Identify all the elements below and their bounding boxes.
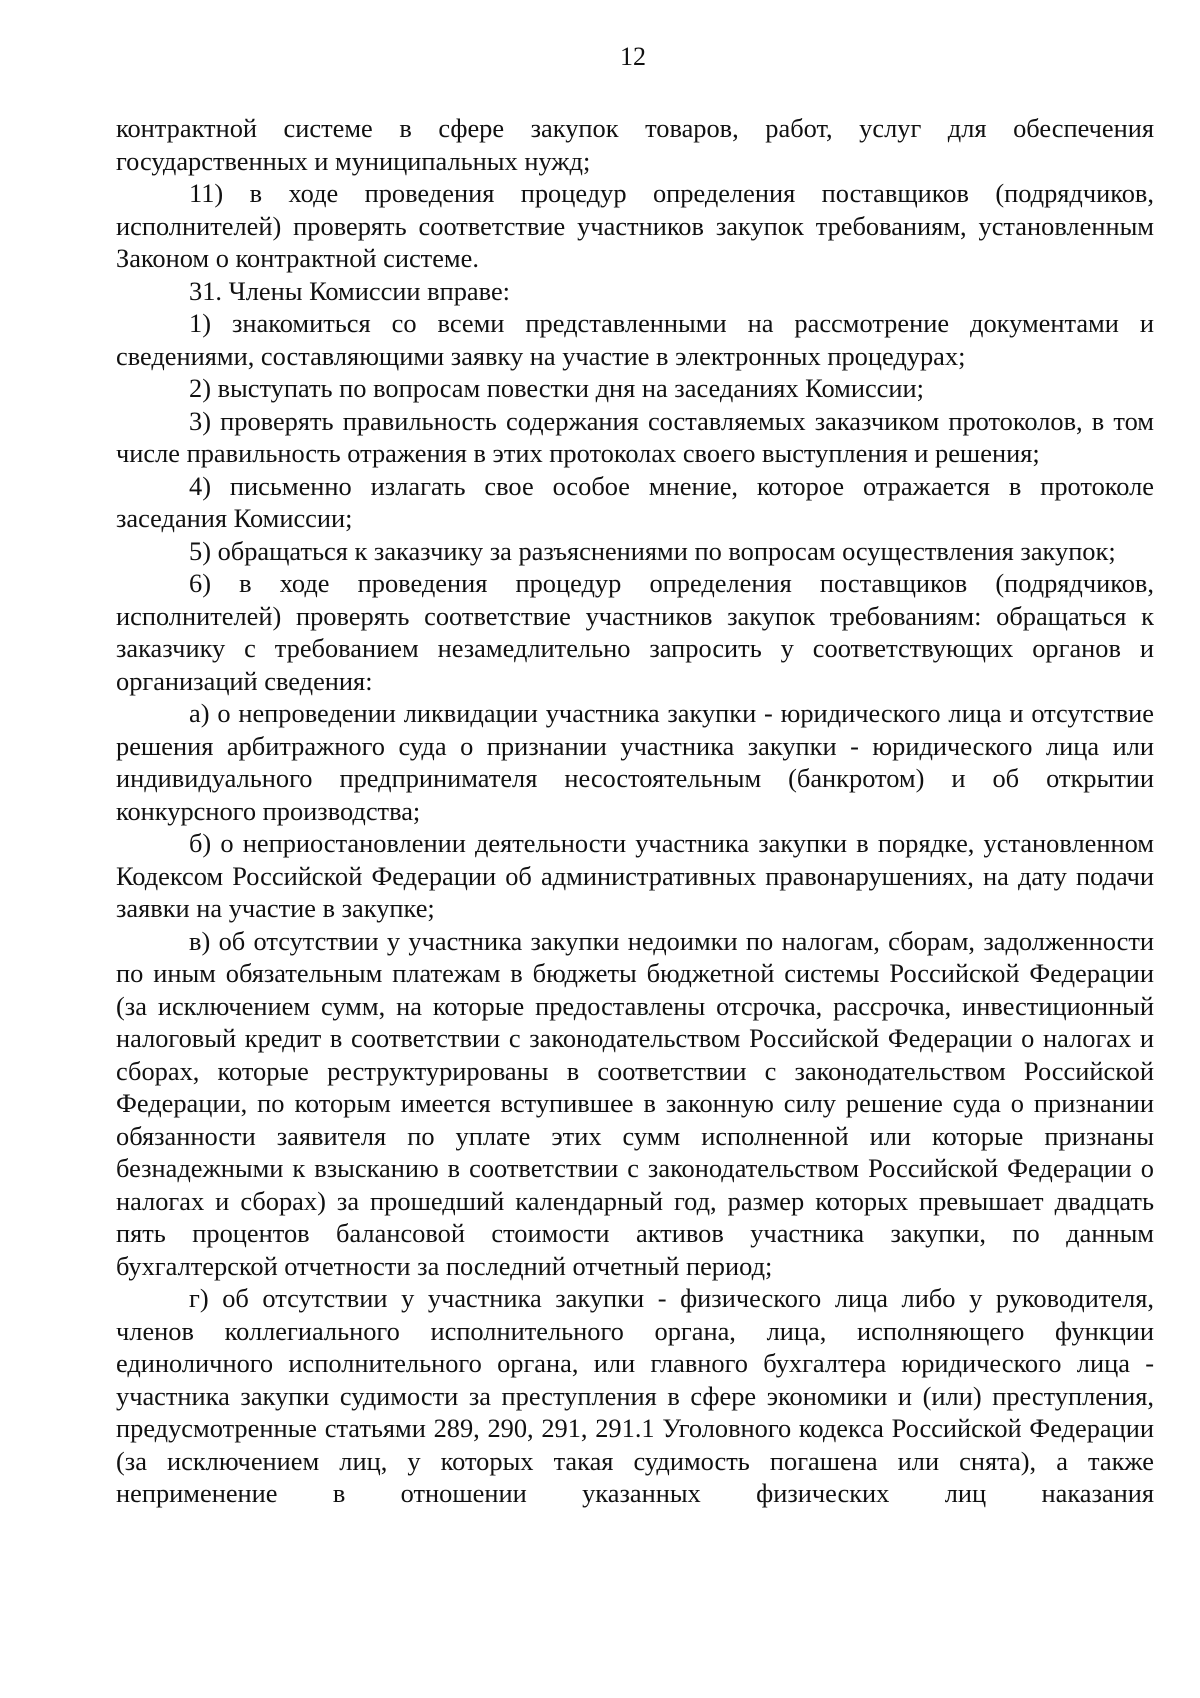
paragraph-item-5: 5) обращаться к заказчику за разъяснениями по вопросам осуществления закупок; bbox=[189, 535, 1116, 566]
paragraph-item-2: 2) выступать по вопросам повестки дня на заседаниях Комиссии; bbox=[189, 373, 924, 403]
paragraph-section-31: 31. Члены Комиссии вправе: bbox=[189, 275, 510, 306]
paragraph-item-6: 6) в ходе проведения процедур определения поставщиков (подрядчиков, исполнителей) проверять соответствие участников закупок требованиям: обращаться к заказчику с требованием незамедлительно запросить у соответствующих органов и организаций сведения: bbox=[116, 568, 1154, 696]
paragraph-item-1: 1) знакомиться со всеми представленными на рассмотрение документами и сведениями, составляющими заявку на участие в электронных процедурах; bbox=[116, 308, 1154, 371]
paragraph-subitem-b: б) о неприостановлении деятельности участника закупки в порядке, установленном Кодексом Российской Федерации об административных правонарушениях, на дату подачи заявки на участие в закупке; bbox=[116, 828, 1154, 923]
paragraph-continuation: контрактной системе в сфере закупок товаров, работ, услуг для обеспечения государственных и муниципальных нужд; bbox=[116, 113, 1154, 176]
document-body bbox=[116, 112, 1154, 1510]
paragraph-item-3: 3) проверять правильность содержания составляемых заказчиком протоколов, в том числе правильность отражения в этих протоколах своего выступления и решения; bbox=[116, 405, 1154, 468]
paragraph-subitem-v: в) об отсутствии у участника закупки недоимки по налогам, сборам, задолженности по иным обязательным платежам в бюджеты бюджетной системы Российской Федерации (за исключением сумм, на которые предоставлены отсрочка, рассрочка, инвестиционный налоговый кредит в соответствии с законодательством Российской Федерации о налогах и сборах, которые реструктурированы в соответствии с законодательством Российской Федерации, по которым имеется вступившее в законную силу решение суда о признании обязанности заявителя по уплате этих сумм исполненной или которые признаны безнадежными к взысканию в соответствии с законодательством Российской Федерации о налогах и сборах) за прошедший календарный год, размер которых превышает двадцать пять процентов балансовой стоимости активов участника закупки, по данным бухгалтерской отчетности за последний отчетный период; bbox=[116, 925, 1154, 1281]
paragraph-subitem-a: а) о непроведении ликвидации участника закупки - юридического лица и отсутствие решения арбитражного суда о признании участника закупки - юридического лица или индивидуального предпринимателя несостоятельным (банкротом) и об открытии конкурсного производства; bbox=[116, 698, 1154, 826]
page-number: 12 bbox=[620, 42, 646, 71]
paragraph-subitem-g: г) об отсутствии у участника закупки - физического лица либо у руководителя, членов коллегиального исполнительного органа, лица, исполняющего функции единоличного исполнительного органа, или главного бухгалтера юридического лица - участника закупки судимости за преступления в сфере экономики и (или) преступления, предусмотренные статьями 289, 290, 291, 291.1 Уголовного кодекса Российской Федерации (за исключением лиц, у которых такая судимость погашена или снята), а также неприменение в отношении указанных физических лиц наказания bbox=[116, 1283, 1154, 1508]
paragraph-item-4: 4) письменно излагать свое особое мнение, которое отражается в протоколе заседания Комиссии; bbox=[116, 470, 1154, 533]
paragraph-item-11: 11) в ходе проведения процедур определения поставщиков (подрядчиков, исполнителей) проверять соответствие участников закупок требованиям, установленным Законом о контрактной системе. bbox=[116, 178, 1154, 273]
